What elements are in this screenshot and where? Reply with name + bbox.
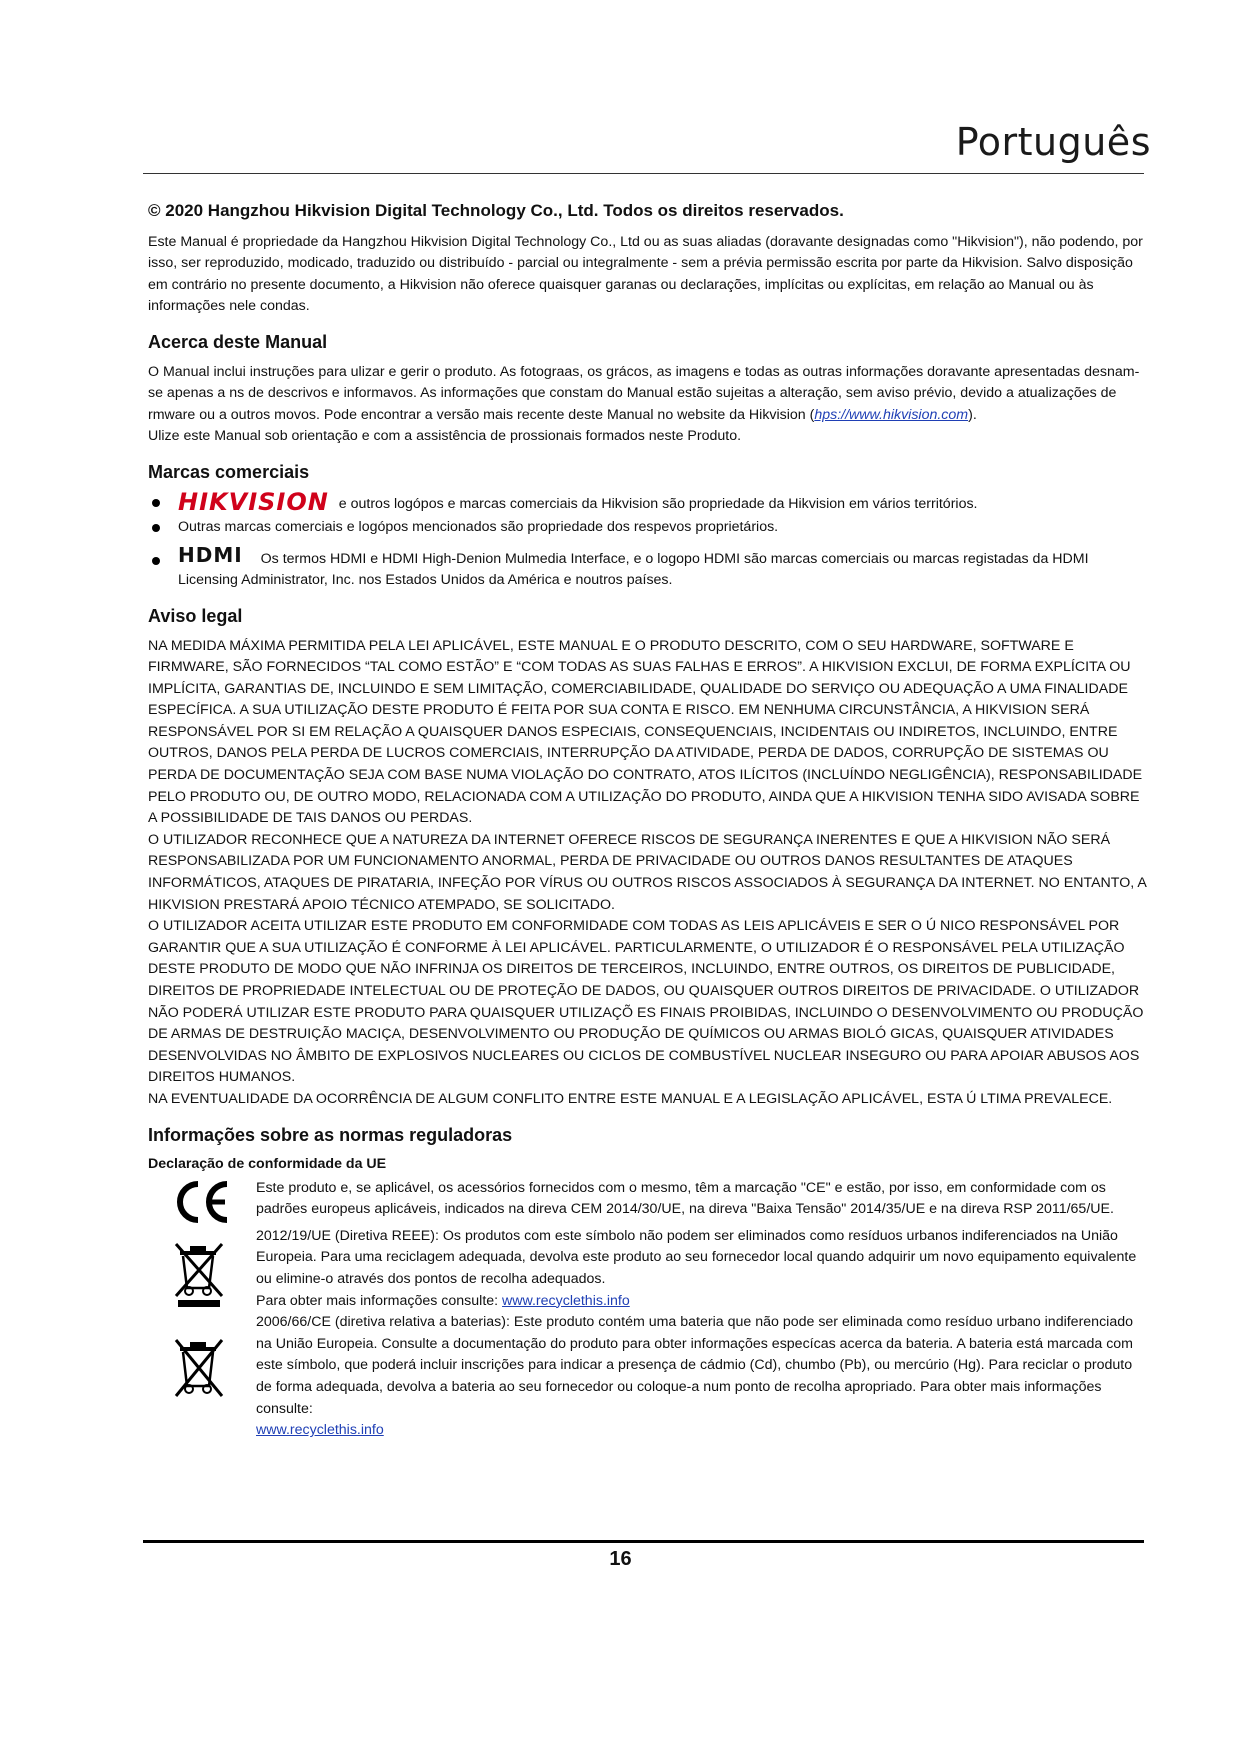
list-item xyxy=(148,517,1146,539)
recyclethis-link-2[interactable]: www.recyclethis.info xyxy=(256,1422,384,1439)
about-link-close: ). xyxy=(968,406,977,423)
regulatory-heading: Informações sobre as normas reguladoras xyxy=(148,1124,513,1145)
intro-paragraph: Este Manual é propriedade da Hangzhou Hikvision Digital Technology Co., Ltd ou as suas aliadas (doravante designadas como "Hikvision"), não podendo, por isso, ser reproduzido, modicado, traduzido ou distribuído - parcial ou integralmente - sem a prévia permissão escrita por parte da Hikvision. Salvo disposição em contrário no presente documento, a Hikvision não oferece quaisquer garanas ou declarações, implícitas ou explícitas, em relação ao Manual ou às informações nele condas. xyxy=(148,233,1143,315)
ce-section xyxy=(148,1178,1146,1226)
recyclethis-link[interactable]: www.recyclethis.info xyxy=(502,1292,630,1309)
list-item xyxy=(148,542,1146,592)
weee-text: 2012/19/UE (Diretiva REEE): Os produtos com este símbolo não podem ser eliminados como resíduos urbanos indiferenciados na União Europeia. Para uma reciclagem adequada, devolva este produto ao seu fornecedor local quando adquirir um novo equipamento equivalente ou elimine-o através dos pontos de recolha adequados. xyxy=(256,1227,1137,1287)
about-text: O Manual inclui instruções para ulizar e gerir o produto. As fotograas, os grácos, as imagens e todas as outras informações doravante apresentadas desnam-se apenas a ns de descrivos e informavos. As informações que constam do Manual estão sujeitas a alteração, sem aviso prévio, devido a atualizações de rmware ou a outros movos. Pode encontrar a versão mais recente deste Manual no website da Hikvision ( xyxy=(148,363,1140,423)
bullet-icon xyxy=(152,524,160,532)
header-rule xyxy=(143,173,1144,174)
hdmi-logo-icon: HDMI xyxy=(178,542,243,567)
language-label: Português xyxy=(955,120,1151,164)
legal-paragraph-3: O UTILIZADOR ACEITA UTILIZAR ESTE PRODUTO EM CONFORMIDADE COM TODAS AS LEIS APLICÁVEIS E SER O Ú NICO RESPONSÁVEL POR GARANTIR QUE A SUA UTILIZAÇÃO É CONFORME À LEI APLICÁVEL. PARTICULARMENTE, O UTILIZADOR É O RESPONSÁVEL PELA UTILIZAÇÃO DESTE PRODUTO DE MODO QUE NÃO INFRINJA OS DIREITOS DE TERCEIROS, INCLUINDO, ENTRE OUTROS, OS DIREITOS DE PUBLICIDADE, DIREITOS DE PROPRIEDADE INTELECTUAL OU DE PROTEÇÃO DE DADOS, OU QUAISQUER OUTROS DIREITOS DE PRIVACIDADE. O UTILIZADOR NÃO PODERÁ UTILIZAR ESTE PRODUTO PARA QUAISQUER UTILIZAÇÕ ES FINAIS PROIBIDAS, INCLUINDO O DESENVOLVIMENTO OU PRODUÇÃO DE ARMAS DE DESTRUIÇÃO MACIÇA, DESENVOLVIMENTO OU PRODUÇÃO DE QUÍMICOS OU ARMAS BIOLÓ GICAS, QUAISQUER ATIVIDADES DESENVOLVIDAS NO ÂMBITO DE EXPLOSIVOS NUCLEARES OU CICLOS DE COMBUSTÍVEL NUCLEAR INSEGURO OU PARA APOIAR ABUSOS AOS DIREITOS HUMANOS. xyxy=(148,918,1144,1086)
weee-bin-icon xyxy=(148,1226,256,1308)
ce-text: Este produto e, se aplicável, os acessórios fornecidos com o mesmo, têm a marcação "CE" e estão, por isso, em conformidade com os padrões europeus aplicáveis, indicados na direva CEM 2014/30/UE, na direva "Baixa Tensão" 2014/35/UE e na direva RSP 2011/65/UE. xyxy=(256,1179,1114,1218)
legal-paragraph-1: NA MEDIDA MÁXIMA PERMITIDA PELA LEI APLICÁVEL, ESTE MANUAL E O PRODUTO DESCRITO, COM O SEU HARDWARE, SOFTWARE E FIRMWARE, SÃO FORNECIDOS “TAL COMO ESTÃO” E “COM TODAS AS SUAS FALHAS E ERROS”. A HIKVISION EXCLUI, DE FORMA EXPLÍCITA OU IMPLÍCITA, GARANTIAS DE, INCLUINDO E SEM LIMITAÇÃO, COMERCIABILIDADE, QUALIDADE DO SERVIÇO OU ADEQUAÇÃO A UMA FINALIDADE ESPECÍFICA. A SUA UTILIZAÇÃO DESTE PRODUTO É FEITA POR SUA CONTA E RISCO. EM NENHUMA CIRCUNSTÂNCIA, A HIKVISION SERÁ RESPONSÁVEL POR SI EM RELAÇÃO A QUAISQUER DANOS ESPECIAIS, CONSEQUENCIAIS, INCIDENTAIS OU INDIRETOS, INCLUINDO, ENTRE OUTROS, DANOS PELA PERDA DE LUCROS COMERCIAIS, INTERRUPÇÃO DA ATIVIDADE, PERDA DE DADOS, CORRUPÇÃO DE SISTEMAS OU PERDA DE DOCUMENTAÇÃO SEJA COM BASE NUMA VIOLAÇÃO DO CONTRATO, ATOS ILÍCITOS (INCLUÍNDO NEGLIGÊNCIA), RESPONSABILIDADE PELO PRODUTO OU, DE OUTRO MODO, RELACIONADA COM A UTILIZAÇÃO DO PRODUTO, AINDA QUE A HIKVISION TENHA SIDO AVISADA SOBRE A POSSIBILIDADE DE TAIS DANOS OU PERDAS. xyxy=(148,637,1143,827)
battery-bin-icon xyxy=(148,1312,256,1400)
bullet-icon xyxy=(152,499,160,507)
copyright-line: © 2020 Hangzhou Hikvision Digital Technology Co., Ltd. Todos os direitos reservados. xyxy=(148,201,844,220)
weee-section xyxy=(148,1226,1146,1312)
battery-section xyxy=(148,1312,1146,1442)
hikvision-logo-icon: HIKVISION xyxy=(178,487,329,516)
trademark-text-1: e outros logópos e marcas comerciais da Hikvision são propriedade da Hikvision em vários territórios. xyxy=(338,495,978,512)
eu-conformity-subheading: Declaração de conformidade da UE xyxy=(148,1156,387,1173)
battery-text: 2006/66/CE (diretiva relativa a baterias): Este produto contém uma bateria que não pode ser eliminada como resíduo urbano indiferenciado na União Europeia. Consulte a documentação do produto para obter informações especícas acerca da bateria. A bateria está marcada com este símbolo, que poderá incluir inscrições para indicar a presença de cádmio (Cd), chumbo (Pb), ou mercúrio (Hg). Para reciclar o produto de forma adequada, devolva a bateria ao seu fornecedor ou coloque-a num ponto de recolha apropriado. Para obter mais informações consulte: xyxy=(256,1314,1133,1417)
bullet-icon xyxy=(152,557,160,565)
trademark-text-3: Os termos HDMI e HDMI High-Denion Mulmedia Interface, e o logopo HDMI são marcas comerciais ou marcas registadas da HDMI Licensing Administrator, Inc. nos Estados Unidos da América e noutros países. xyxy=(178,550,1089,589)
list-item xyxy=(148,487,1146,516)
legal-heading: Aviso legal xyxy=(148,605,243,626)
weee-more-label: Para obter mais informações consulte: xyxy=(256,1292,503,1309)
about-paragraph xyxy=(148,362,1146,427)
trademarks-list xyxy=(148,487,1146,592)
legal-paragraph-2: O UTILIZADOR RECONHECE QUE A NATUREZA DA INTERNET OFERECE RISCOS DE SEGURANÇA INERENTES E QUE A HIKVISION NÃO SERÁ RESPONSABILIZADA POR UM FUNCIONAMENTO ANORMAL, PERDA DE PRIVACIDADE OU OUTROS DANOS RESULTANTES DE ATAQUES INFORMÁTICOS, ATAQUES DE PIRATARIA, INFEÇÃO POR VÍRUS OU OUTROS RISCOS ASSOCIADOS À SEGURANÇA DA INTERNET. NO ENTANTO, A HIKVISION PRESTARÁ APOIO TÉCNICO ATEMPADO, SE SOLICITADO. xyxy=(148,831,1147,913)
weee-more-info xyxy=(256,1291,1146,1313)
ce-mark-icon xyxy=(148,1178,256,1226)
about-heading: Acerca deste Manual xyxy=(148,331,328,352)
footer-rule xyxy=(143,1540,1144,1543)
legal-paragraph-4: NA EVENTUALIDADE DA OCORRÊNCIA DE ALGUM CONFLITO ENTRE ESTE MANUAL E A LEGISLAÇÃO APLICÁVEL, ESTA Ú LTIMA PREVALECE. xyxy=(148,1090,1113,1107)
trademarks-heading: Marcas comerciais xyxy=(148,461,310,482)
hikvision-website-link[interactable]: hps://www.hikvision.com xyxy=(814,406,969,423)
about-paragraph-2: Ulize este Manual sob orientação e com a assistência de prossionais formados neste Produto. xyxy=(148,428,742,445)
page-number: 16 xyxy=(609,1548,632,1570)
document-body xyxy=(148,200,1146,1442)
trademark-text-2: Outras marcas comerciais e logópos mencionados são propriedade dos respevos proprietários. xyxy=(178,519,779,536)
